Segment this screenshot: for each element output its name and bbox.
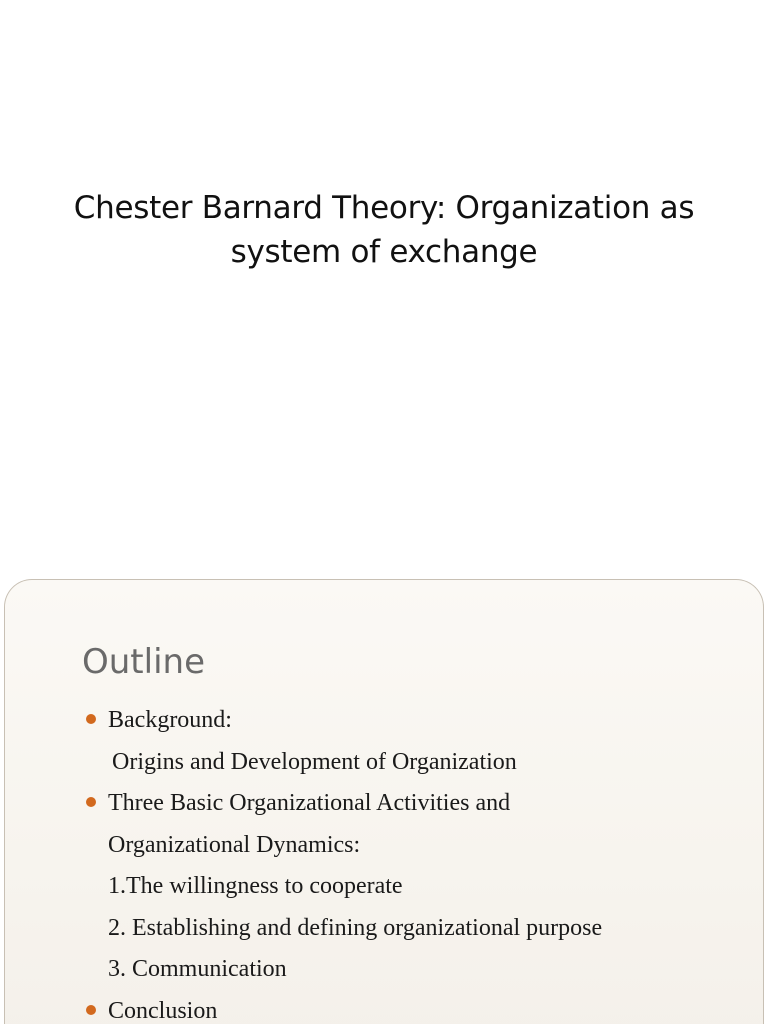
bullet-icon bbox=[86, 797, 96, 807]
outline-item-text: Three Basic Organizational Activities and bbox=[108, 790, 511, 816]
bullet-icon bbox=[86, 714, 96, 724]
slide-title-line-2: system of exchange bbox=[230, 234, 538, 270]
outline-item-text: Conclusion bbox=[108, 997, 218, 1024]
outline-item-activities bbox=[86, 783, 746, 991]
slide-title bbox=[40, 186, 728, 274]
outline-sub-item: 3. Communication bbox=[108, 956, 287, 982]
outline-heading: Outline bbox=[82, 642, 206, 682]
outline-item-background bbox=[86, 700, 746, 783]
bullet-icon bbox=[86, 1005, 96, 1015]
outline-sub-item: 1.The willingness to cooperate bbox=[108, 873, 403, 899]
slide-title-line-1: Chester Barnard Theory: Organization as bbox=[73, 190, 695, 226]
outline-sub-item: 2. Establishing and defining organizational purpose bbox=[108, 914, 603, 941]
outline-item-conclusion bbox=[86, 991, 746, 1024]
outline-sub-item: Origins and Development of Organization bbox=[112, 748, 517, 775]
outline-list bbox=[86, 700, 746, 1024]
outline-item-text: Background: bbox=[108, 707, 232, 733]
outline-sub-item: Organizational Dynamics: bbox=[108, 831, 361, 858]
